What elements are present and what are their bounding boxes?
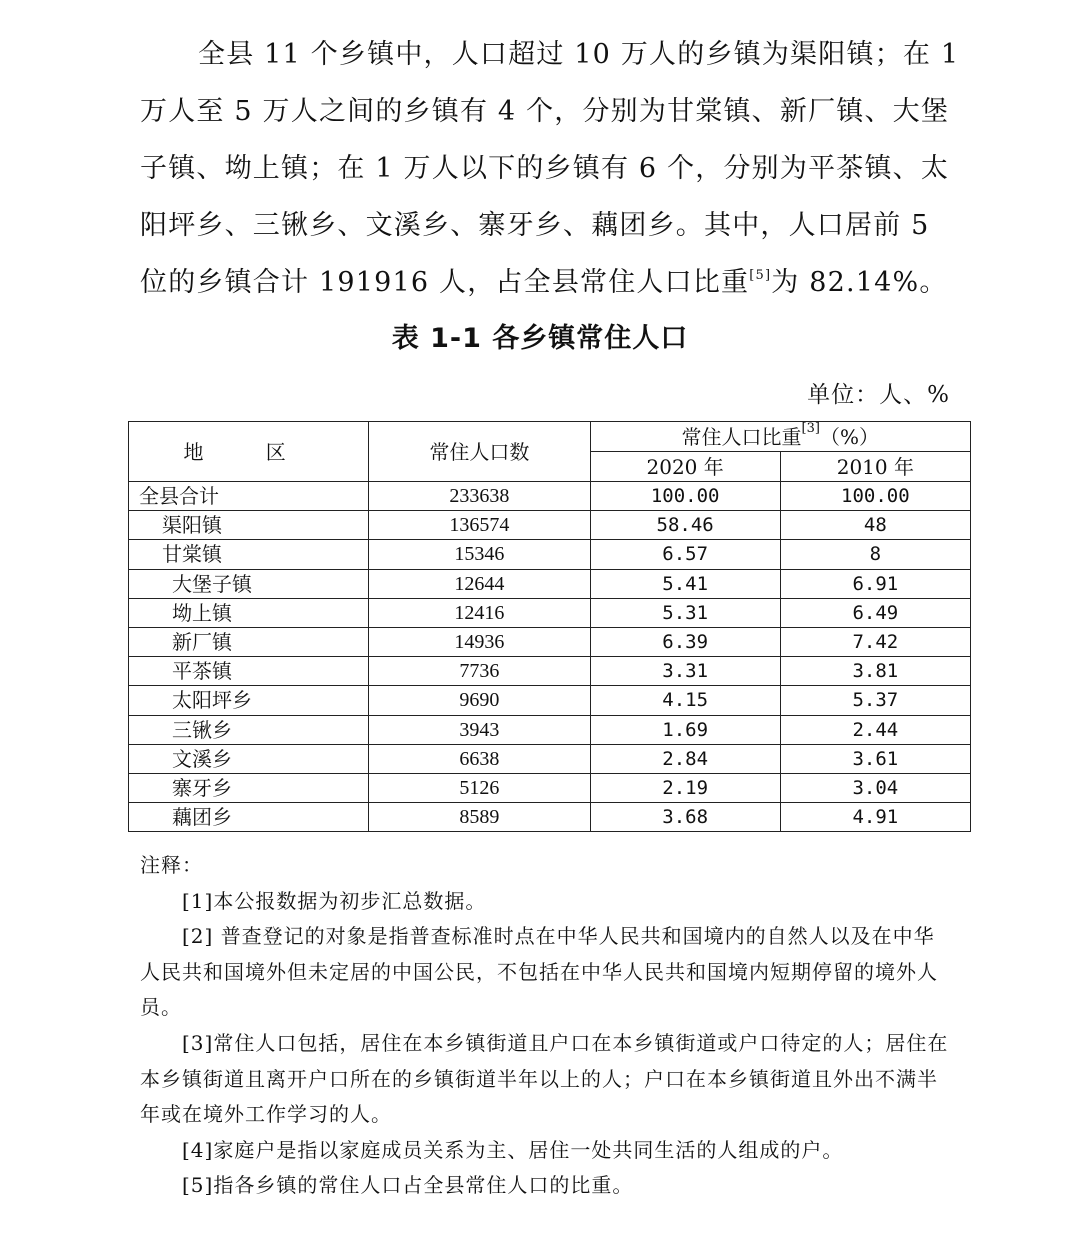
- row-population: 15346: [369, 540, 590, 569]
- header-ratio: [590, 422, 970, 452]
- row-ratio-2010: 2.44: [780, 715, 970, 744]
- row-name: 平茶镇: [129, 657, 369, 686]
- paragraph-line: 子镇、坳上镇；在 1 万人以下的乡镇有 6 个，分别为平茶镇、太: [140, 153, 950, 184]
- row-ratio-2010: 5.37: [780, 686, 970, 715]
- header-2010: 2010 年: [780, 452, 970, 482]
- table-row: [129, 598, 971, 627]
- table-row: [129, 627, 971, 656]
- table-row: [129, 482, 971, 511]
- row-name: 文溪乡: [129, 744, 369, 773]
- row-population: 9690: [369, 686, 590, 715]
- table-row: [129, 803, 971, 832]
- row-name: 寨牙乡: [129, 773, 369, 802]
- table-row: [129, 540, 971, 569]
- row-name: 太阳坪乡: [129, 686, 369, 715]
- row-population: 3943: [369, 715, 590, 744]
- row-population: 8589: [369, 803, 590, 832]
- row-population: 6638: [369, 744, 590, 773]
- row-population: 12416: [369, 598, 590, 627]
- table-row: [129, 773, 971, 802]
- header-2020: 2020 年: [590, 452, 780, 482]
- row-ratio-2020: 2.84: [590, 744, 780, 773]
- row-name: 藕团乡: [129, 803, 369, 832]
- row-ratio-2010: 3.04: [780, 773, 970, 802]
- row-ratio-2020: 6.57: [590, 540, 780, 569]
- row-name: 坳上镇: [129, 598, 369, 627]
- paragraph-line: 阳坪乡、三锹乡、文溪乡、寨牙乡、藕团乡。其中，人口居前 5: [140, 210, 930, 241]
- header-ratio-unit: （%）: [819, 424, 879, 449]
- row-name: 大堡子镇: [129, 569, 369, 598]
- paragraph-text: 位的乡镇合计 191916 人，占全县常住人口比重: [140, 267, 750, 298]
- row-name: 渠阳镇: [129, 511, 369, 540]
- row-ratio-2020: 3.68: [590, 803, 780, 832]
- row-ratio-2010: 3.61: [780, 744, 970, 773]
- footnote-ref: [5]: [749, 268, 772, 283]
- intro-paragraph: [140, 26, 962, 311]
- row-ratio-2010: 8: [780, 540, 970, 569]
- row-ratio-2010: 100.00: [780, 482, 970, 511]
- row-ratio-2010: 6.49: [780, 598, 970, 627]
- row-ratio-2020: 5.31: [590, 598, 780, 627]
- row-ratio-2010: 6.91: [780, 569, 970, 598]
- row-ratio-2010: 48: [780, 511, 970, 540]
- note-line: 本乡镇街道且离开户口所在的乡镇街道半年以上的人；户口在本乡镇街道且外出不满半: [140, 1066, 938, 1091]
- table-row: [129, 686, 971, 715]
- footnote-ref: [3]: [801, 420, 820, 436]
- note-line: [4]家庭户是指以家庭成员关系为主、居住一处共同生活的人组成的户。: [182, 1137, 844, 1162]
- note-line: [5]指各乡镇的常住人口占全县常住人口的比重。: [182, 1173, 634, 1198]
- row-ratio-2020: 3.31: [590, 657, 780, 686]
- notes-section: [140, 848, 965, 1204]
- row-name: 甘棠镇: [129, 540, 369, 569]
- row-name: 三锹乡: [129, 715, 369, 744]
- row-population: 7736: [369, 657, 590, 686]
- paragraph-tail: 为 82.14%。: [771, 267, 948, 298]
- note-line: [2] 普查登记的对象是指普查标准时点在中华人民共和国境内的自然人以及在中华: [182, 924, 935, 949]
- paragraph-line: 全县 11 个乡镇中，人口超过 10 万人的乡镇为渠阳镇；在 1: [198, 39, 960, 70]
- row-ratio-2020: 58.46: [590, 511, 780, 540]
- row-name: 新厂镇: [129, 627, 369, 656]
- row-name: 全县合计: [129, 482, 369, 511]
- row-ratio-2020: 6.39: [590, 627, 780, 656]
- header-region: 地 区: [129, 422, 369, 482]
- row-ratio-2010: 3.81: [780, 657, 970, 686]
- row-ratio-2020: 100.00: [590, 482, 780, 511]
- row-population: 14936: [369, 627, 590, 656]
- row-population: 5126: [369, 773, 590, 802]
- row-ratio-2020: 4.15: [590, 686, 780, 715]
- unit-label: 单位：人、%: [807, 382, 950, 408]
- paragraph-line: 万人至 5 万人之间的乡镇有 4 个，分别为甘棠镇、新厂镇、大堡: [140, 96, 950, 127]
- population-table: [128, 421, 971, 832]
- paragraph-line-last: [140, 254, 962, 311]
- table-row: [129, 569, 971, 598]
- row-population: 136574: [369, 511, 590, 540]
- table-row: [129, 511, 971, 540]
- notes-label: 注释：: [140, 853, 203, 877]
- row-ratio-2020: 1.69: [590, 715, 780, 744]
- table-title: 表 1-1 各乡镇常住人口: [391, 323, 689, 354]
- header-population: 常住人口数: [369, 422, 590, 482]
- row-population: 233638: [369, 482, 590, 511]
- row-ratio-2010: 4.91: [780, 803, 970, 832]
- table-row: [129, 744, 971, 773]
- note-line: 员。: [140, 995, 182, 1020]
- header-ratio-text: 常住人口比重: [681, 424, 802, 449]
- table-row: [129, 657, 971, 686]
- note-line: [3]常住人口包括，居住在本乡镇街道且户口在本乡镇街道或户口待定的人；居住在: [182, 1030, 949, 1055]
- row-population: 12644: [369, 569, 590, 598]
- note-line: 年或在境外工作学习的人。: [140, 1102, 392, 1127]
- row-ratio-2020: 5.41: [590, 569, 780, 598]
- table-row: [129, 715, 971, 744]
- row-ratio-2020: 2.19: [590, 773, 780, 802]
- note-line: [1]本公报数据为初步汇总数据。: [182, 888, 487, 913]
- note-line: 人民共和国境外但未定居的中国公民，不包括在中华人民共和国境内短期停留的境外人: [140, 959, 938, 984]
- row-ratio-2010: 7.42: [780, 627, 970, 656]
